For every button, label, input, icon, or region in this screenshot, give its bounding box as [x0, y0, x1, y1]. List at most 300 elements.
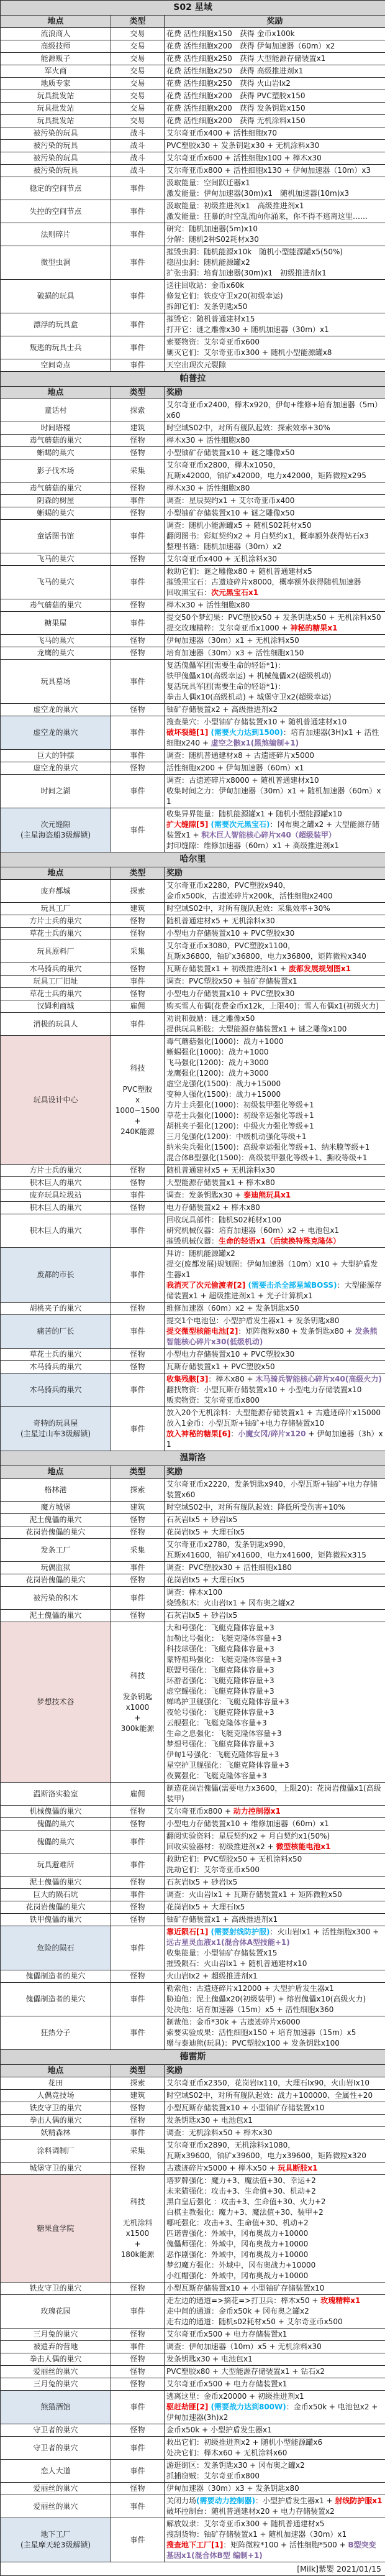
type-cell [111, 1526, 165, 1539]
reward-cell [165, 1349, 385, 1361]
type-cell [111, 152, 165, 165]
reward-line [166, 1575, 383, 1586]
reward-line [166, 153, 383, 164]
type-cell [111, 2090, 165, 2102]
reward-line [166, 2366, 383, 2377]
type-cell [111, 940, 165, 963]
reward-text: ：榉木x80 + [208, 1375, 255, 1383]
type-text: 事件 [113, 291, 162, 302]
reward-line [166, 188, 383, 199]
table-row [1, 1830, 385, 1854]
table-row [1, 2378, 385, 2391]
type-text: 事件 [113, 360, 162, 371]
table-row [1, 2077, 385, 2090]
location-text: 城堡守卫的巢穴 [2, 2163, 109, 2174]
location-cell [1, 1926, 111, 1970]
reward-text: 送往回收站：金币x60k [166, 281, 244, 290]
type-text: x [113, 1095, 162, 1106]
reward-line [166, 786, 383, 807]
reward-line [166, 1132, 383, 1142]
location-text: 巨大的钟摆 [2, 750, 109, 761]
reward-line [166, 2471, 383, 2481]
type-cell [111, 635, 165, 647]
type-cell [111, 459, 165, 482]
reward-cell [165, 1303, 385, 1315]
type-cell [111, 495, 165, 507]
location-text: 玩具避难所 [2, 1860, 109, 1870]
table-row [1, 482, 385, 495]
reward-cell [165, 1539, 385, 1562]
column-header-1: 类型 [111, 1466, 165, 1479]
reward-text: 毒气蘑菇强化(1000)：战力+1000 [166, 1037, 284, 1046]
location-text: 玩具批发站 [2, 91, 109, 101]
type-text: 交易 [113, 103, 162, 114]
type-cell [111, 1610, 165, 1622]
type-text: 建筑 [113, 1502, 162, 1513]
highlight-text-r: 射线防护服x1 [335, 2496, 382, 2505]
reward-cell [165, 880, 385, 903]
reward-cell [165, 940, 385, 963]
reward-line [166, 1842, 383, 1852]
reward-text: 调查：发条钥匙x30 + [166, 1191, 243, 1199]
table-row [1, 647, 385, 660]
location-text: 三月兔的巢穴 [2, 2329, 109, 2340]
reward-line [166, 1644, 383, 1655]
reward-text: 时空域S02中，对所有舰队起效：降低所受伤害+10% [166, 1503, 345, 1512]
reward-text: 未来猫强化：攻击+3、生命值+30、机动+2 [166, 2187, 316, 2195]
type-cell [111, 1854, 165, 1877]
reward-text: 救助它们：PVC塑胶x50 + 无机涂料x50 [166, 1855, 302, 1863]
table-row [1, 2437, 385, 2460]
reward-line [166, 337, 383, 348]
reward-line [166, 483, 383, 494]
reward-cell [165, 2437, 385, 2460]
reward-text: 分解：随机2种S02耗材x30 [166, 235, 259, 244]
table-row [1, 1315, 385, 1349]
highlight-text-p: B型突变基因x1(混合体B型 编制+1) [166, 2541, 376, 2560]
type-cell [111, 612, 165, 635]
reward-cell [165, 1783, 385, 1806]
reward-cell [165, 1361, 385, 1373]
reward-text: 小型铀矿存储装置x10 + 谜之雕像x50 [166, 448, 294, 457]
table-row [1, 53, 385, 65]
type-cell [111, 2518, 165, 2562]
highlight-text-r: 收集残骸[3] [166, 1375, 208, 1383]
reward-line [166, 1610, 383, 1621]
location-text: 破损的玩具 [2, 291, 109, 302]
reward-text: 走右边的通道：随机s02耗材x50 + 艾尔奇亚币x500 [166, 2317, 343, 2326]
location-cell [1, 1036, 111, 1165]
reward-cell [165, 482, 385, 495]
location-text: 玩具工厂旧址 [2, 976, 109, 987]
highlight-text-r: 泰迪熊玩具x1 [243, 1191, 291, 1199]
reward-cell [165, 2140, 385, 2163]
type-text: 事件 [113, 1860, 162, 1870]
reward-line [166, 2506, 383, 2517]
location-text: 被污染的玩具 [2, 153, 109, 164]
table-row [1, 246, 385, 280]
column-header-2: 奖励 [165, 867, 385, 880]
reward-text: 稳固虫洞：随机能源罐x2 [166, 258, 250, 267]
location-cell [1, 507, 111, 520]
type-text: 探索 [113, 1485, 162, 1495]
highlight-text-c: (需要射线防护服) [211, 1927, 270, 1936]
reward-text: 云舰强化：飞艇克隆体容量+3 [166, 1719, 267, 1727]
type-cell [111, 1783, 165, 1806]
type-cell [111, 1877, 165, 1889]
reward-line [166, 1806, 383, 1817]
table-row [1, 447, 385, 459]
location-text: 毒气蘑菇的巢穴 [2, 435, 109, 446]
type-text: 怪物 [113, 1527, 162, 1538]
reward-line [166, 554, 383, 565]
type-text: 事件 [113, 229, 162, 240]
type-text: 采集 [113, 1545, 162, 1556]
reward-cell [165, 127, 385, 140]
reward-cell [165, 495, 385, 507]
reward-cell [165, 976, 385, 988]
reward-text: 处决它们：榉木x60 + 无机涂料x60 [166, 2449, 287, 2457]
type-text: 怪物 [113, 964, 162, 974]
table-row [1, 280, 385, 313]
location-cell [1, 2353, 111, 2366]
table-row [1, 1502, 385, 1514]
reward-cell [165, 435, 385, 447]
location-cell [1, 2102, 111, 2115]
table-row [1, 495, 385, 507]
location-text: 虚空龙的巢穴 [2, 727, 109, 738]
type-cell [111, 647, 165, 660]
location-cell [1, 359, 111, 372]
reward-text: 走左边的通道=>摘花=>打卫兵：榉木x50 + [166, 2296, 320, 2305]
reward-cell [165, 2127, 385, 2140]
location-cell [1, 1349, 111, 1361]
location-text: 地质专家 [2, 78, 109, 89]
reward-line [166, 2379, 383, 2389]
location-cell [1, 280, 111, 313]
type-cell [111, 2140, 165, 2163]
reward-line [166, 1718, 383, 1729]
reward-text: 研究机械仪器：培育加速器（60m）x2 + 电池包x1 [166, 1226, 339, 1235]
reward-line [166, 2519, 383, 2529]
reward-line [166, 471, 383, 481]
type-cell [111, 103, 165, 115]
reward-cell [165, 422, 385, 435]
reward-cell [165, 1189, 385, 1202]
table-row [1, 2495, 385, 2518]
type-cell [111, 482, 165, 495]
table-row [1, 1970, 385, 1983]
reward-text: 蜥蜴强化(1000)：战力+1000 [166, 1048, 269, 1056]
type-cell [111, 2175, 165, 2283]
type-text: 建筑 [113, 423, 162, 433]
type-text: 事件 [113, 531, 162, 542]
location-text: 铁甲傀儡的巢穴 [2, 1914, 109, 1925]
reward-line [166, 1971, 383, 1982]
reward-text: 花费 活性细胞x200 获得 无机涂料x150 [166, 116, 306, 125]
reward-text: PVC塑胶x30 + 发条钥匙x30 + 无机涂料x30 [166, 141, 319, 150]
type-text: 怪物 [113, 1971, 162, 1982]
reward-text: 石灰岩Ⅰx5 + 砂岩Ⅰx5 [166, 1878, 237, 1886]
reward-text: 变种人强化(1500)：战力+15000 [166, 1090, 281, 1099]
type-text: 怪物 [113, 2115, 162, 2126]
reward-text: 翻阅图书：彩虹契约x2 + 月白契约x1，概率额外获得钻石x3 [166, 532, 369, 540]
reward-line [166, 91, 383, 101]
reward-text: 方片士兵强化(1000)：初级装甲强化等级+1 [166, 1101, 314, 1109]
location-cell [1, 177, 111, 200]
reward-line [166, 1316, 383, 1326]
reward-cell [165, 40, 385, 53]
reward-cell [165, 447, 385, 459]
type-text: 交易 [113, 116, 162, 126]
type-cell [111, 880, 165, 903]
reward-line [166, 1121, 383, 1132]
reward-cell [165, 1806, 385, 1818]
type-text: 事件 [113, 1226, 162, 1236]
type-text: 事件 [113, 750, 162, 761]
reward-text: 摧毁机械仪器： [166, 1237, 219, 1245]
reward-line [166, 400, 383, 421]
reward-text: 发条钥匙x30 + 电池包x1 [166, 2355, 253, 2363]
reward-text: 关闭力场 [166, 2496, 196, 2505]
reward-text: 艾尔奇亚币x2350，花岗岩Ⅰx110，大理石Ⅰx90，火山岩Ⅰx10 [166, 2079, 369, 2087]
reward-line [166, 809, 383, 819]
highlight-text-r: 我消灭了次元偷渡者[2] [166, 1281, 248, 1290]
reward-text: 古遗迹碎片x5000 + 榉木x50 + [166, 2164, 278, 2172]
type-cell [111, 1013, 165, 1036]
reward-line [166, 1676, 383, 1686]
reward-text: 调查：PVC塑胶x50 + 铀矿存储装置x1 [166, 977, 297, 986]
column-header-0: 地点 [1, 867, 111, 880]
type-text: 事件 [113, 2128, 162, 2138]
type-cell [111, 200, 165, 223]
reward-line [166, 2402, 383, 2423]
table-row [1, 359, 385, 372]
location-cell [1, 2163, 111, 2175]
reward-text: 调查：伊甸加速器（10m）x5 + 无机涂料x30 [166, 2342, 322, 2351]
type-cell [111, 1177, 165, 1189]
type-text: 事件 [113, 1563, 162, 1573]
reward-text: 艾尔奇亚币x500 + 电力存储装置x1 [166, 2330, 287, 2338]
type-text [113, 1681, 162, 1692]
type-cell [111, 1830, 165, 1854]
location-text: 涂料调制厂 [2, 2146, 109, 2156]
type-text: 怪物 [113, 2283, 162, 2294]
type-cell [111, 399, 165, 422]
location-cell [1, 65, 111, 78]
reward-line [166, 1303, 383, 1314]
reward-line [166, 1890, 383, 1900]
type-text: 事件 [113, 1943, 162, 1954]
highlight-text-r: 动力控制器x1 [233, 1807, 281, 1816]
reward-line [166, 1100, 383, 1110]
location-cell [1, 1970, 111, 1983]
highlight-text-r: 玫瑰精粹x1 [320, 2296, 360, 2305]
type-text: 事件 [113, 1890, 162, 1900]
type-text: 怪物 [113, 989, 162, 999]
reward-line [166, 520, 383, 531]
reward-line [166, 1024, 383, 1035]
reward-line [166, 128, 383, 139]
location-cell [1, 520, 111, 553]
reward-cell [165, 1622, 385, 1783]
location-text: 魔方城堡 [2, 1502, 109, 1513]
reward-cell [165, 1036, 385, 1165]
location-cell [1, 2518, 111, 2562]
reward-text: 封印缝隙：维修加速器（60m）x1 + 高级推进剂x1 [166, 841, 339, 850]
location-cell [1, 928, 111, 940]
highlight-text-c: (需要火力达到1500) [211, 728, 283, 737]
table-row [1, 1407, 385, 1451]
location-text: 被污染的玩具 [2, 165, 109, 176]
location-cell [1, 165, 111, 177]
reward-cell [165, 2391, 385, 2424]
table-row [1, 2090, 385, 2102]
reward-text: 回收玩具部件：随机S02耗材x100 [166, 1216, 281, 1224]
reward-text: 大型能源存储装置x1 + 榉木x80 [166, 1178, 275, 1187]
location-text: 飞马的巢穴 [2, 554, 109, 565]
type-text: 采集 [113, 946, 162, 957]
reward-text: 艾尔奇亚币x400 + 无机涂料x30 [166, 555, 277, 563]
location-text: 木马骑兵的巢穴 [2, 1385, 109, 1395]
reward-text: 艾尔奇亚币x3080，PVC塑胶x1100， [166, 941, 295, 950]
type-text: 事件 [113, 257, 162, 268]
location-text: 毒气蘑菇的巢穴 [2, 600, 109, 611]
type-cell [111, 976, 165, 988]
type-cell [111, 1806, 165, 1818]
reward-line [166, 1831, 383, 1842]
type-cell [111, 435, 165, 447]
type-text: + [113, 1713, 162, 1724]
reward-line [166, 1190, 383, 1201]
location-cell [1, 1783, 111, 1806]
reward-text: 索要实验成果：活性细胞x150 + 培育加速器（15m）x5 [166, 2028, 356, 2037]
reward-line [166, 2207, 383, 2218]
table-row [1, 1854, 385, 1877]
reward-text: 调查：榉木x100 [166, 1588, 222, 1597]
reward-text: 黑白皇后强化 ：攻击+3、生命值+30、火力+2 [166, 2197, 326, 2206]
reward-line [166, 775, 383, 786]
reward-line [166, 1429, 383, 1450]
type-text: 怪物 [113, 704, 162, 715]
table-row [1, 1983, 385, 2016]
location-text: 花岗岩傀儡的巢穴 [2, 1902, 109, 1913]
location-text: 时间之湖 [2, 786, 109, 796]
type-text: 采集 [113, 2146, 162, 2156]
table-row [1, 762, 385, 775]
reward-line [166, 1948, 383, 1959]
reward-text: 维修加速器（60m）x2 + 发条钥匙x50 [166, 1304, 299, 1313]
location-text: 草花士兵的巢穴 [2, 928, 109, 939]
reward-cell [165, 2090, 385, 2102]
location-cell [1, 115, 111, 127]
location-text: 玩具工厂 [2, 903, 109, 914]
type-text: 战斗 [113, 165, 162, 176]
reward-text: 天空出现次元裂隙 [166, 361, 226, 369]
type-cell [111, 520, 165, 553]
location-cell [1, 1000, 111, 1013]
location-text: 废弃都城 [2, 886, 109, 897]
table-row [1, 336, 385, 359]
table-row [1, 28, 385, 40]
reward-cell [165, 1315, 385, 1349]
table-row [1, 2016, 385, 2050]
reward-cell [165, 2295, 385, 2329]
highlight-text-p: 小魔女冈/碎片x120 [238, 1429, 306, 1438]
location-cell [1, 1526, 111, 1539]
location-cell [1, 1165, 111, 1177]
reward-text: ：小型护盾发生器x1 + [255, 2496, 335, 2505]
reward-line [166, 750, 383, 761]
reward-cell [165, 775, 385, 808]
type-cell [111, 1587, 165, 1610]
reward-cell [165, 1562, 385, 1574]
table-row [1, 200, 385, 223]
reward-line [166, 819, 383, 841]
reward-cell [165, 2378, 385, 2391]
section-title: 帕普拉 [1, 372, 385, 387]
reward-line [166, 2437, 383, 2448]
table-row [1, 103, 385, 115]
reward-text: 花费 活性细胞x250 获得 火山岩Ⅰx2 [166, 79, 291, 88]
location-text: 爱丽丝的巢穴 [2, 2483, 109, 2494]
location-text: 爱丽丝的巢穴 [2, 2366, 109, 2377]
reward-line [166, 1655, 383, 1665]
reward-line [166, 2460, 383, 2471]
location-cell [1, 200, 111, 223]
reward-line [166, 2529, 383, 2540]
reward-cell [165, 2329, 385, 2341]
reward-cell [165, 2283, 385, 2295]
type-cell [111, 915, 165, 928]
reward-line [166, 2540, 383, 2561]
reward-line [166, 2496, 383, 2506]
location-text: 失控的空间节点 [2, 206, 109, 217]
location-cell [1, 246, 111, 280]
location-cell [1, 1373, 111, 1407]
type-text: 采集 [113, 466, 162, 476]
table-row [1, 1562, 385, 1574]
reward-text: 艾尔奇亚币x2400，榉木x920，伊甸+维修+培育加速器（5m）x60 [166, 400, 382, 420]
reward-line [166, 2228, 383, 2239]
type-text: 怪物 [113, 648, 162, 658]
location-cell [1, 915, 111, 928]
type-cell [111, 2163, 165, 2175]
type-text: PVC塑胶 [113, 1084, 162, 1095]
location-text: 爱丽丝的巢穴 [2, 2501, 109, 2512]
type-cell [111, 762, 165, 775]
reward-cell [165, 177, 385, 200]
column-header-row [1, 16, 385, 28]
reward-cell [165, 762, 385, 775]
type-cell [111, 988, 165, 1000]
location-cell [1, 903, 111, 915]
location-text: 积木巨人的巢穴 [2, 1226, 109, 1236]
location-text: (主星过山车3级解锁) [2, 1429, 109, 1439]
reward-cell [165, 612, 385, 635]
reward-line [166, 1959, 383, 1969]
table-row [1, 435, 385, 447]
reward-cell [165, 28, 385, 40]
location-text: 傀儡制造者的巢穴 [2, 1994, 109, 2005]
reward-cell [165, 90, 385, 103]
reward-cell [165, 115, 385, 127]
table-row [1, 1202, 385, 1214]
reward-text: 石灰岩Ⅰx5 + 砂岩Ⅰx5 [166, 1611, 237, 1620]
reward-text: 提交(废都发展)规划图：伊甸加速器（10m）x10 + 大型护盾发生器x1 [166, 1260, 378, 1279]
reward-text: ：金币x50k + 电池包x2 + 伊甸加速器(3h)x2 [166, 2403, 378, 2422]
table-row [1, 165, 385, 177]
